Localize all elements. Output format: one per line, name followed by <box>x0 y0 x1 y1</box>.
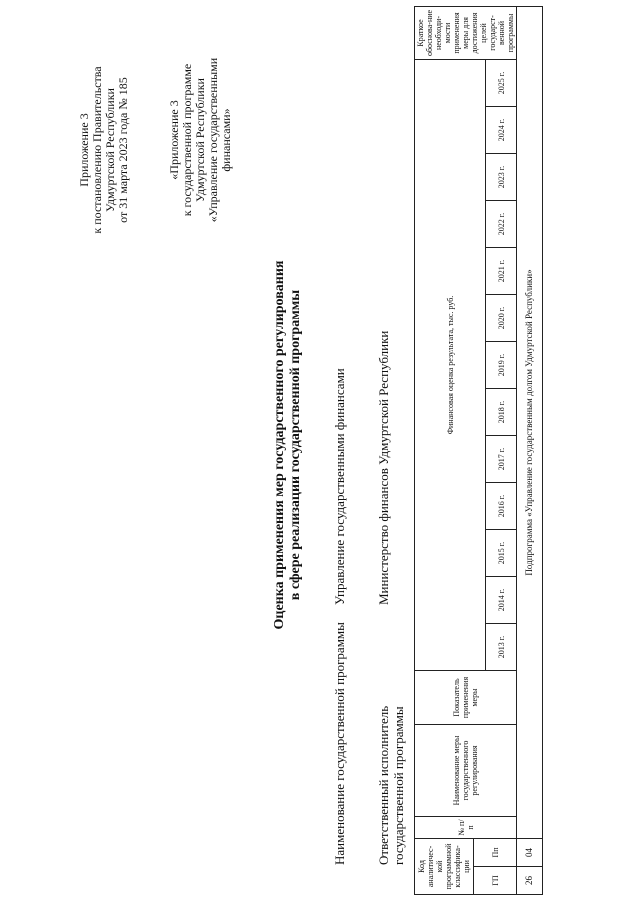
header-year: 2020 г. <box>486 295 517 342</box>
title-line: Оценка применения мер государственного регулирования <box>272 260 287 630</box>
document-title <box>272 185 304 705</box>
program-name-value: Управление государственными финансами <box>332 368 347 605</box>
header-year: 2019 г. <box>486 342 517 389</box>
header-year: 2017 г. <box>486 436 517 483</box>
header-year: 2016 г. <box>486 483 517 530</box>
table-row <box>517 6 543 894</box>
header-indicator: Показатель применения меры <box>415 671 517 725</box>
appendix-line: от 31 марта 2023 года № 185 <box>116 77 130 223</box>
header-year: 2014 г. <box>486 577 517 624</box>
appendix-line: к постановлению Правительства <box>90 66 104 234</box>
header-code: Код аналитичес-кой программной классифика-ции <box>415 839 474 895</box>
appendix-program-block <box>168 25 233 255</box>
executor-label: Ответственный исполнитель государственной программы <box>376 705 406 865</box>
executor-value: Министерство финансов Удмуртской Республики <box>376 330 391 605</box>
header-year: 2023 г. <box>486 154 517 201</box>
header-pp: Пп <box>474 839 517 867</box>
header-number: № п/п <box>415 817 517 839</box>
appendix-line: Удмуртской Республики <box>103 88 117 212</box>
row-pp-code: 04 <box>517 839 543 867</box>
header-rationale: Краткое обоснова-ние необходи-мости применения меры для достижения целей государст-венной программы <box>415 6 517 59</box>
header-year: 2024 г. <box>486 107 517 154</box>
appendix-line: к государственной программе <box>180 63 194 217</box>
measures-table-wrapper <box>414 10 543 895</box>
header-year: 2015 г. <box>486 530 517 577</box>
appendix-line: Удмуртской Республики <box>193 78 207 202</box>
header-year: 2013 г. <box>486 624 517 671</box>
measures-table <box>414 6 543 895</box>
row-subprogram-name: Подпрограмма «Управление государственным долгом Удмуртской Республики» <box>517 6 543 838</box>
appendix-line: «Приложение 3 <box>167 100 181 180</box>
header-measure-name: Наименование меры государственного регулирования <box>415 725 517 817</box>
header-gp: ГП <box>474 867 517 895</box>
appendix-government-block <box>78 35 130 265</box>
appendix-line: Приложение 3 <box>77 113 91 187</box>
program-name-label: Наименование государственной программы <box>332 622 347 865</box>
header-year: 2021 г. <box>486 248 517 295</box>
header-year: 2018 г. <box>486 389 517 436</box>
header-year: 2022 г. <box>486 201 517 248</box>
appendix-line: «Управление государственными финансами» <box>206 57 233 223</box>
title-line: в сфере реализации государственной программы <box>288 289 303 601</box>
header-financial-estimate: Финансовая оценка результата, тыс. руб. <box>415 59 486 670</box>
row-gp-code: 26 <box>517 867 543 895</box>
header-year: 2025 г. <box>486 59 517 106</box>
